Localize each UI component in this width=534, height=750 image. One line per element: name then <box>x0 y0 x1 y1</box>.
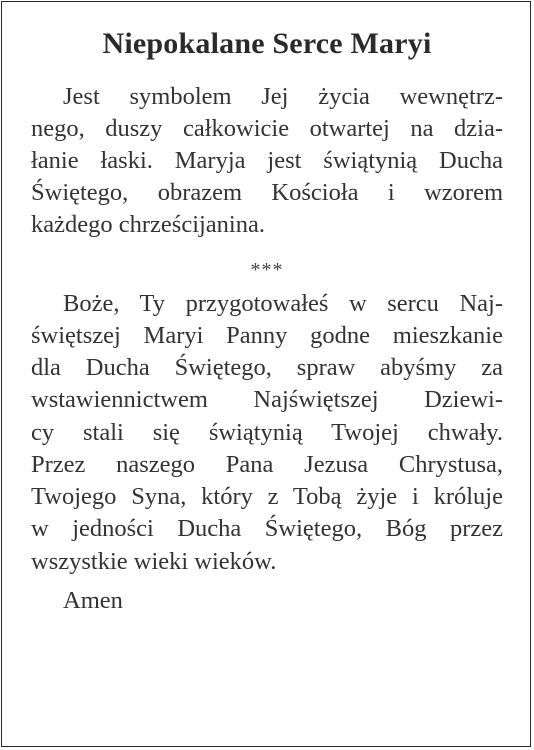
paragraph-2-line: w jedności Ducha Świętego, Bóg przez <box>31 515 503 542</box>
paragraph-1-line: nego, duszy całkowicie otwartej na dzia- <box>31 115 503 142</box>
page-title: Niepokalane Serce Maryi <box>102 27 432 60</box>
paragraph-2-line: wstawiennictwem Najświętszej Dziewi- <box>31 386 503 413</box>
amen-text: Amen <box>63 587 123 614</box>
paragraph-1-line: każdego chrześcijanina. <box>31 211 265 238</box>
paragraph-2-line: dla Ducha Świętego, spraw abyśmy za <box>31 354 503 381</box>
paragraph-2-line: cy stali się świątynią Twojej chwały. <box>31 419 503 446</box>
paragraph-1-line: Świętego, obrazem Kościoła i wzorem <box>31 179 503 206</box>
paragraph-1-line: Jest symbolem Jej życia wewnętrz- <box>63 83 503 110</box>
paragraph-2-line: Twojego Syna, który z Tobą żyje i króluje <box>31 483 503 510</box>
section-separator: *** <box>250 259 284 281</box>
paragraph-2-line: Boże, Ty przygotowałeś w sercu Naj- <box>63 290 503 317</box>
paragraph-2-line: świętszej Maryi Panny godne mieszkanie <box>31 322 503 349</box>
paragraph-1-line: łanie łaski. Maryja jest świątynią Ducha <box>31 147 503 174</box>
paragraph-2-line: wszystkie wieki wieków. <box>31 548 277 575</box>
paragraph-2-line: Przez naszego Pana Jezusa Chrystusa, <box>31 451 503 478</box>
